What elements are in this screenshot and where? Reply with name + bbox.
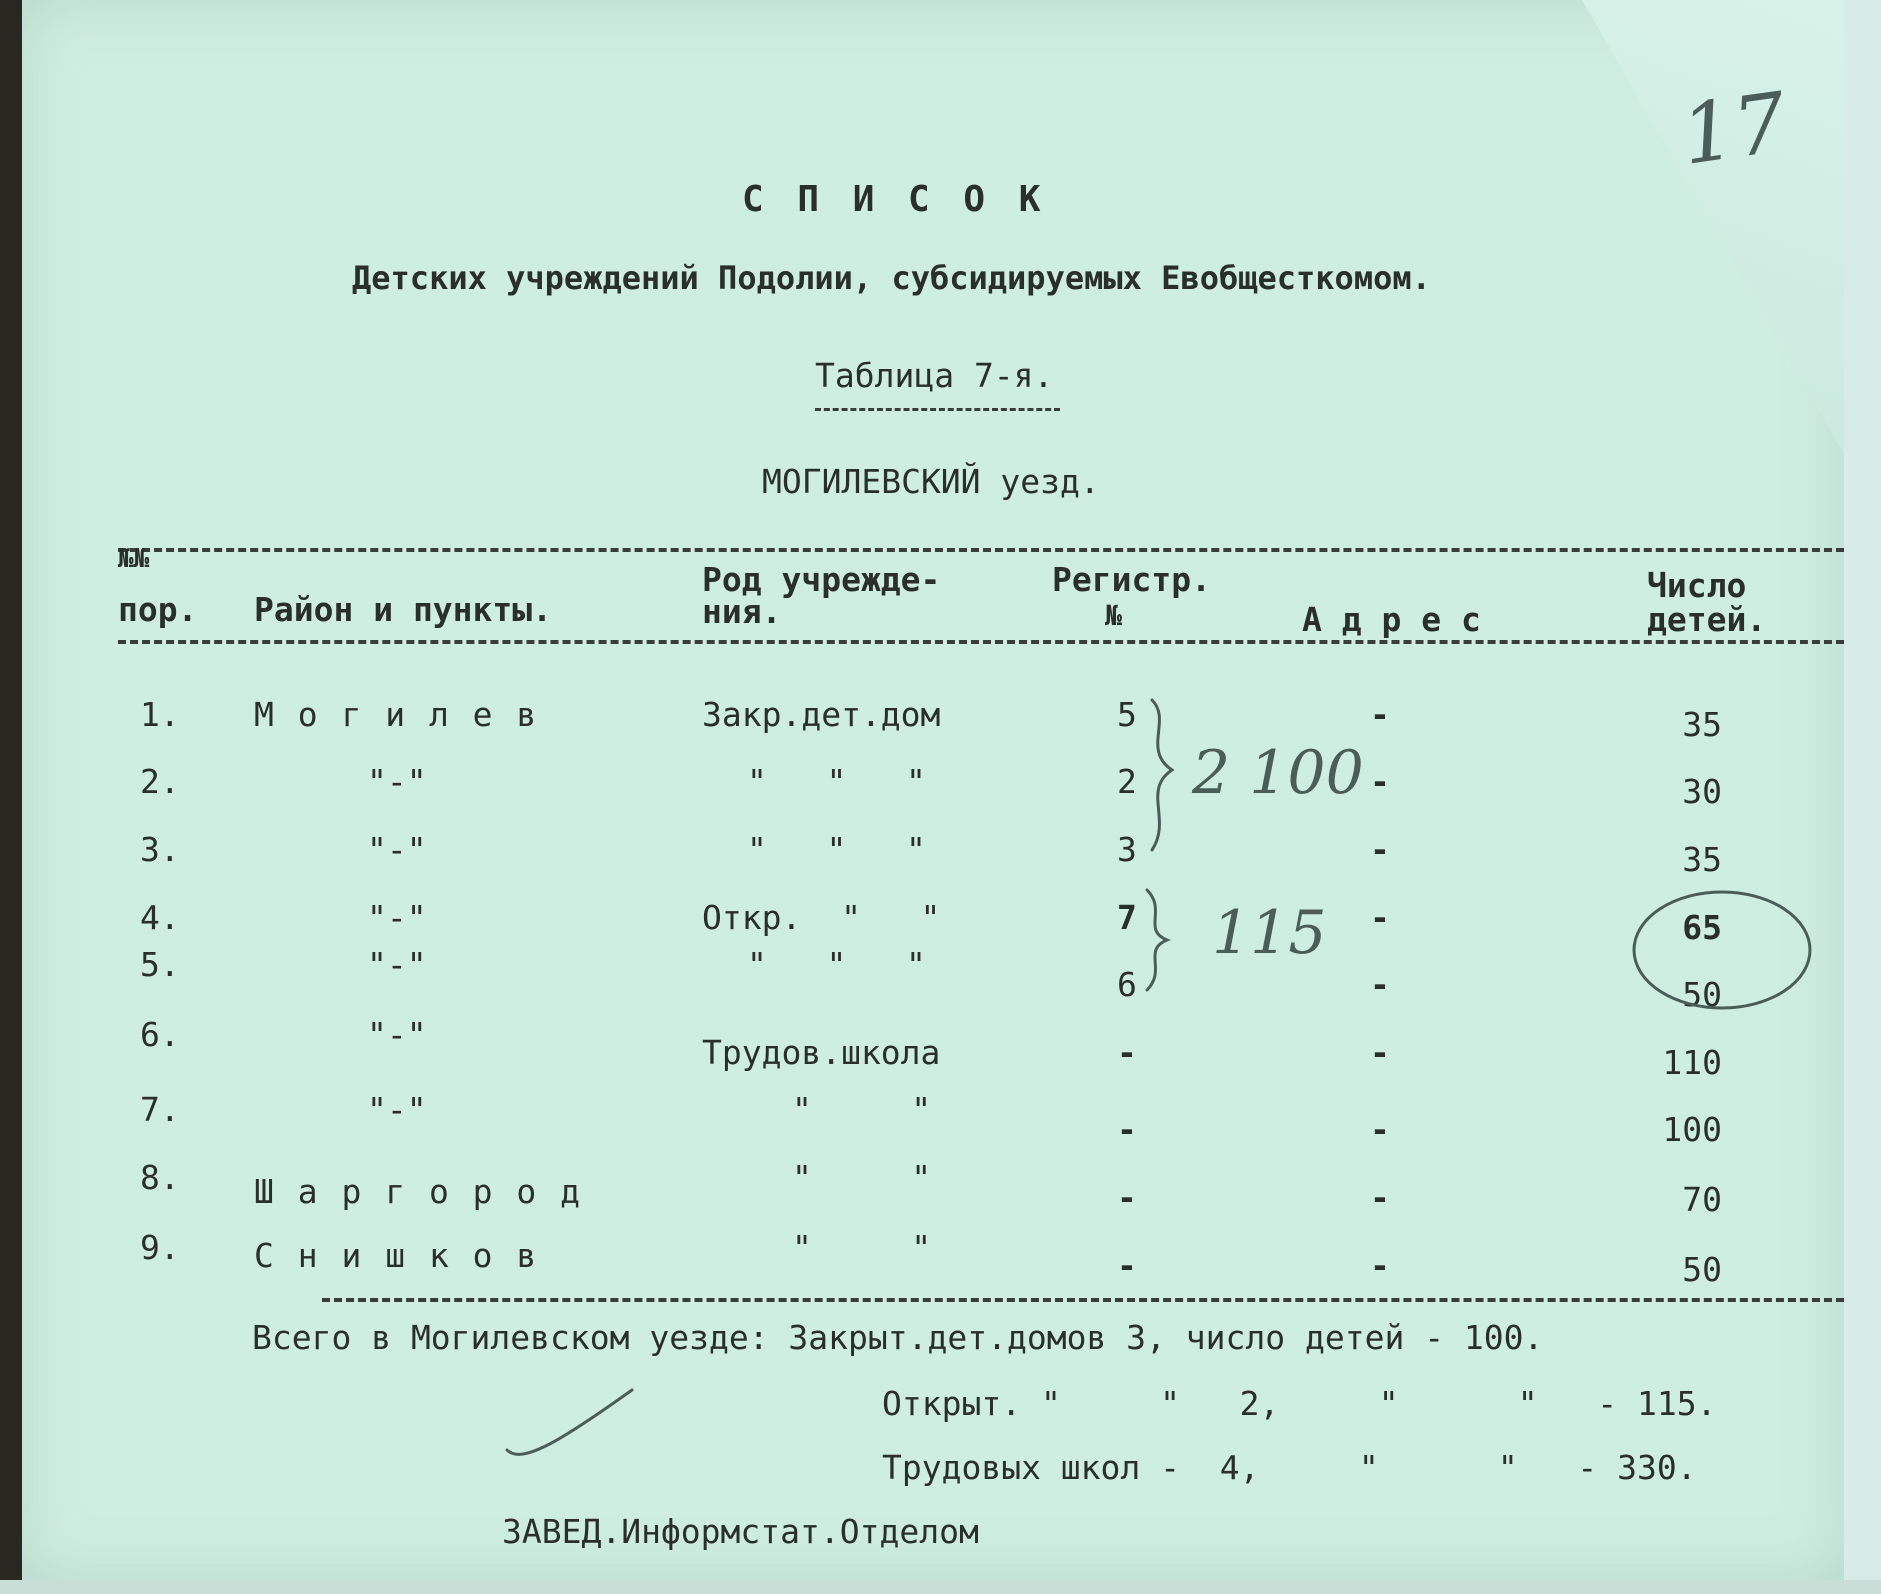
row-place: "-"	[367, 830, 427, 869]
row-children: 65	[1682, 908, 1722, 947]
row-address: -	[1370, 1178, 1390, 1217]
row-reg: 5	[1117, 695, 1137, 734]
row-place: М о г и л е в	[254, 695, 539, 734]
row-type: " "	[792, 1158, 932, 1197]
row-children: 110	[1662, 1043, 1722, 1082]
row-type: Откр. " "	[702, 898, 941, 937]
row-place: "-"	[367, 945, 427, 984]
row-place: "-"	[367, 1015, 427, 1054]
sheet-number-mark: 17	[1675, 75, 1793, 184]
row-place: "-"	[367, 762, 427, 801]
row-reg: -	[1117, 1110, 1137, 1149]
row-reg: 3	[1117, 830, 1137, 869]
document-title: С П И С О К	[742, 179, 1047, 220]
row-reg: 6	[1117, 965, 1137, 1004]
checkmark-icon	[502, 1380, 642, 1470]
scanner-edge-right	[1844, 0, 1881, 1594]
document-page	[22, 0, 1844, 1580]
table-label: Таблица 7-я.	[815, 356, 1054, 395]
row-reg: 7	[1117, 898, 1137, 937]
scanner-edge-bottom	[0, 1580, 1881, 1594]
table-label-underline	[815, 408, 1060, 411]
row-number: 4.	[140, 898, 180, 937]
row-number: 5.	[140, 945, 180, 984]
row-number: 6.	[140, 1015, 180, 1054]
header-address: А д р е с	[1302, 600, 1481, 639]
totals-line-1: Всего в Могилевском уезде: Закрыт.дет.домов 3, число детей - 100.	[252, 1318, 1544, 1357]
handwritten-bracket-b	[1132, 880, 1192, 1000]
row-children: 30	[1682, 772, 1722, 811]
row-address: -	[1370, 762, 1390, 801]
county-title: МОГИЛЕВСКИЙ уезд.	[762, 462, 1100, 501]
row-children: 35	[1682, 705, 1722, 744]
header-num-top: №№	[118, 544, 150, 574]
row-reg: -	[1117, 1178, 1137, 1217]
row-address: -	[1370, 965, 1390, 1004]
row-reg: -	[1117, 1033, 1137, 1072]
signature-line: ЗАВЕД.Информстат.Отделом	[502, 1512, 979, 1551]
header-reg-bottom: №	[1105, 599, 1122, 632]
header-top-rule	[118, 548, 1844, 552]
row-reg: 2	[1117, 762, 1137, 801]
row-place: Ш а р г о р о д	[254, 1172, 583, 1211]
row-place: "-"	[367, 898, 427, 937]
row-type: " "	[792, 1228, 932, 1267]
row-number: 1.	[140, 695, 180, 734]
row-type: " " "	[747, 830, 926, 869]
row-number: 8.	[140, 1158, 180, 1197]
row-address: -	[1370, 1110, 1390, 1149]
handwritten-sum-a: 2 100	[1192, 738, 1364, 808]
header-bottom-rule	[118, 640, 1844, 644]
totals-line-2: Открыт. " " 2, " " - 115.	[882, 1384, 1717, 1423]
row-place: С н и ш к о в	[254, 1236, 539, 1275]
row-type: " "	[792, 1090, 932, 1129]
header-reg-top: Регистр.	[1052, 560, 1211, 599]
row-children: 50	[1682, 975, 1722, 1014]
document-subtitle: Детских учреждений Подолии, субсидируемых Евобщесткомом.	[352, 259, 1431, 297]
row-address: -	[1370, 1246, 1390, 1285]
row-address: -	[1370, 1033, 1390, 1072]
header-district: Район и пункты.	[254, 590, 553, 629]
row-number: 9.	[140, 1228, 180, 1267]
header-children-top: Число	[1647, 566, 1747, 605]
row-number: 3.	[140, 830, 180, 869]
row-type: " " "	[747, 945, 926, 984]
row-children: 70	[1682, 1180, 1722, 1219]
row-type: Закр.дет.дом	[702, 695, 941, 734]
row-children: 100	[1662, 1110, 1722, 1149]
table-bottom-rule	[322, 1298, 1844, 1302]
handwritten-sum-b: 115	[1212, 898, 1327, 968]
row-number: 7.	[140, 1090, 180, 1129]
row-reg: -	[1117, 1246, 1137, 1285]
row-children: 35	[1682, 840, 1722, 879]
header-children-bottom: детей.	[1647, 600, 1767, 639]
totals-line-3: Трудовых школ - 4, " " - 330.	[882, 1448, 1697, 1487]
row-address: -	[1370, 898, 1390, 937]
header-type-top: Род учрежде-	[702, 560, 941, 599]
row-children: 50	[1682, 1250, 1722, 1289]
row-type: " " "	[747, 762, 926, 801]
folded-corner	[1582, 0, 1844, 520]
row-address: -	[1370, 830, 1390, 869]
header-num-bottom: пор.	[118, 590, 198, 629]
row-place: "-"	[367, 1090, 427, 1129]
header-type-bottom: ния.	[702, 592, 782, 631]
row-number: 2.	[140, 762, 180, 801]
row-address: -	[1370, 695, 1390, 734]
row-type: Трудов.школа	[702, 1033, 941, 1072]
